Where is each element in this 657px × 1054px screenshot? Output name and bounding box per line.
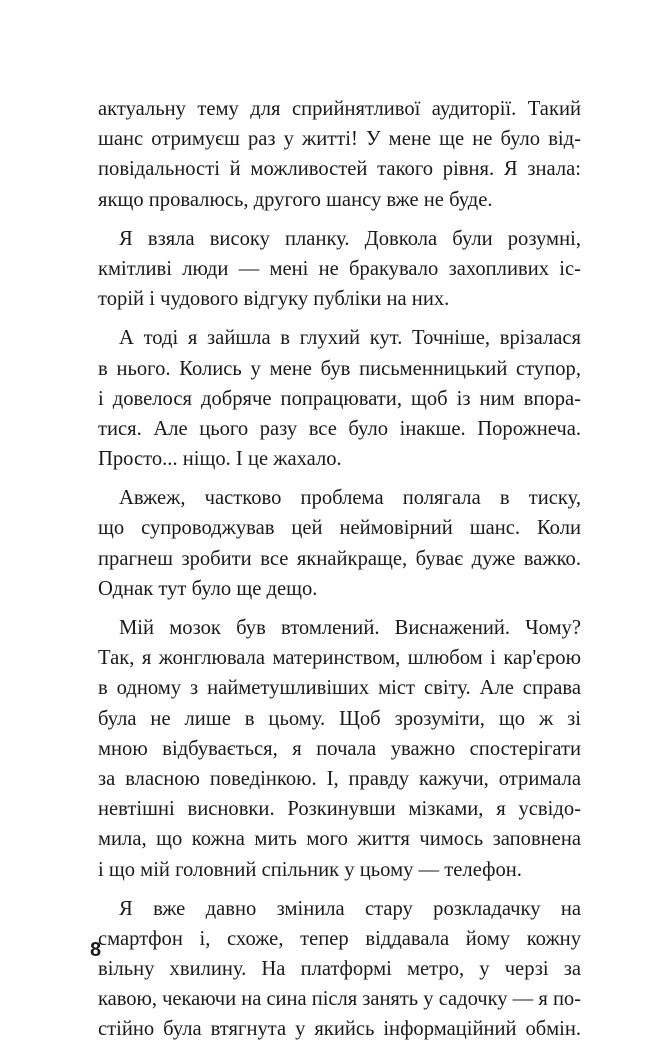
text-line: тися. Але цього разу все було інакше. Порожнеча. xyxy=(98,417,581,440)
text-line: в одному з найметушливіших міст світу. Але справа xyxy=(98,677,581,700)
text-line: кмітливі люди — мені не бракувало захопливих іс- xyxy=(98,257,581,280)
paragraph-2 xyxy=(98,224,581,315)
text-line: Так, я жонглювала материнством, шлюбом і кар'єрою xyxy=(98,647,581,670)
text-line: в нього. Колись у мене був письменницький ступор, xyxy=(98,357,581,380)
text-line: була не лише в цьому. Щоб зрозуміти, що ж зі xyxy=(98,707,581,730)
page-number: 8 xyxy=(90,939,102,961)
text-line: вільну хвилину. На платформі метро, у черзі за xyxy=(98,958,581,981)
text-line: якщо провалюсь, другого шансу вже не буде. xyxy=(98,188,493,211)
text-line: і довелося добряче попрацювати, щоб із ним впора- xyxy=(98,387,581,410)
text-line: стійно була втягнута у якийсь інформаційний обмін. xyxy=(98,1018,581,1041)
text-line: мила, що кожна мить мого життя чимось заповнена xyxy=(98,828,581,851)
text-line: за власною поведінкою. І, правду кажучи, отримала xyxy=(98,767,581,790)
text-line: Просто... ніщо. І це жахало. xyxy=(98,448,342,471)
text-line: прагнеш зробити все якнайкраще, буває дуже важко. xyxy=(98,547,581,570)
paragraph-6 xyxy=(98,894,581,1045)
paragraph-5 xyxy=(98,613,581,885)
text-line: Я вже давно змінила стару розкладачку на xyxy=(119,897,581,920)
text-line: Однак тут було ще дещо. xyxy=(98,577,318,600)
text-line: мною відбувається, я почала уважно спостерігати xyxy=(98,737,581,760)
text-line: торій і чудового відгуку публіки на них. xyxy=(98,288,450,311)
text-line: кавою, чекаючи на сина після занять у садочку — я по- xyxy=(98,988,581,1011)
text-line: актуальну тему для сприйнятливої аудиторії. Такий xyxy=(98,98,581,120)
text-line: Авжеж, частково проблема полягала в тиску, xyxy=(119,487,581,510)
page-body xyxy=(98,94,581,1054)
text-line: шанс отримуєш раз у житті! У мене ще не було від- xyxy=(98,128,581,151)
text-line: невтішні висновки. Розкинувши мізками, я усвідо- xyxy=(98,798,581,821)
paragraph-1 xyxy=(98,94,581,215)
text-line: що супроводжував цей неймовірний шанс. Коли xyxy=(98,517,581,540)
paragraph-4 xyxy=(98,483,581,604)
text-line: Мій мозок був втомлений. Виснажений. Чому? xyxy=(119,617,581,639)
text-line: А тоді я зайшла в глухий кут. Точніше, врізалася xyxy=(119,327,581,350)
text-line: і що мій головний спільник у цьому — телефон. xyxy=(98,858,522,881)
text-line: повідальності й можливостей такого рівня. Я знала: xyxy=(98,158,581,181)
text-line: Я взяла високу планку. Довкола були розумні, xyxy=(119,227,581,250)
text-line: смартфон і, схоже, тепер віддавала йому кожну xyxy=(98,927,581,950)
paragraph-3 xyxy=(98,323,581,474)
